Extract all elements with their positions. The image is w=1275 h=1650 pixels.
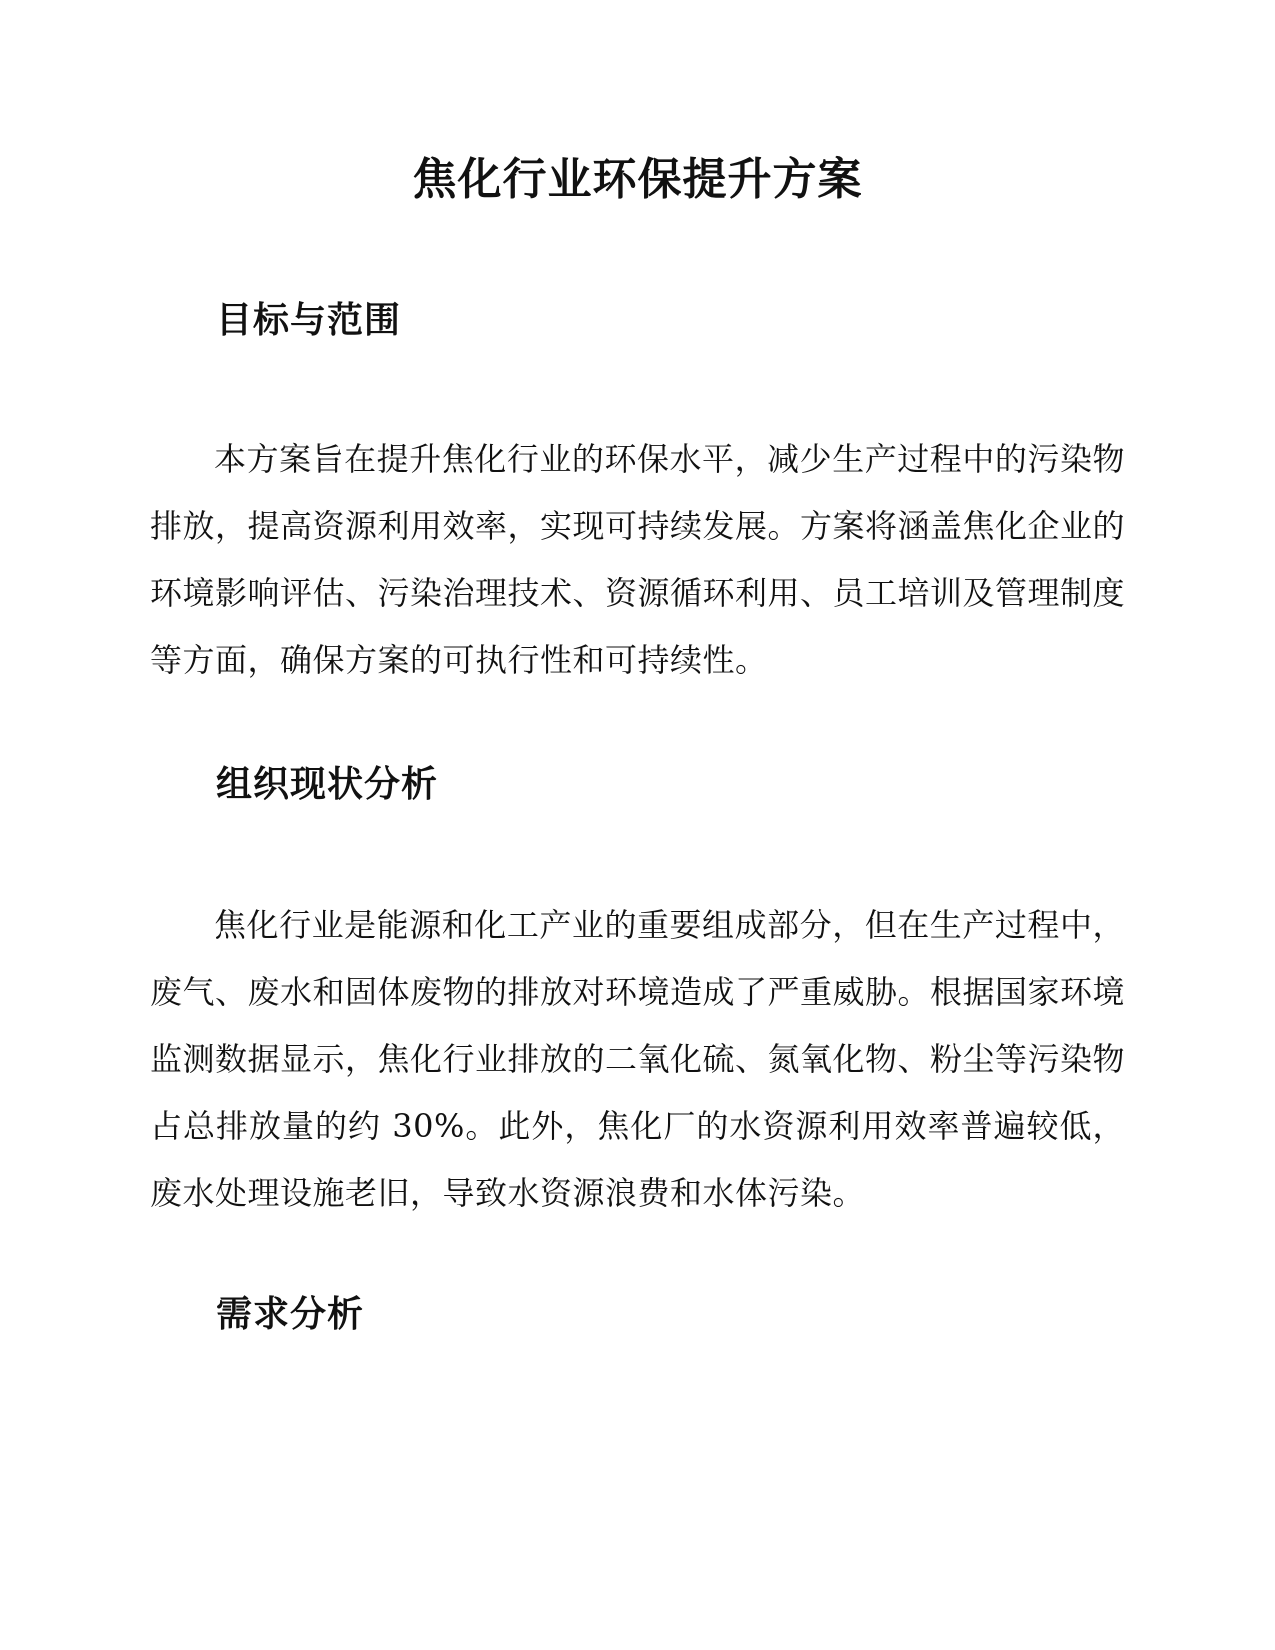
section-paragraph-status-analysis: 焦化行业是能源和化工产业的重要组成部分，但在生产过程中，废气、废水和固体废物的排放对环境造成了严重威胁。根据国家环境监测数据显示，焦化行业排放的二氧化硫、氮氧化物、粉尘等污染物占总排放量的约 30%。此外，焦化厂的水资源利用效率普遍较低，废水处理设施老旧，导致水资源浪费和水体污染。 [150,906,1126,1212]
section-heading-goals-scope: 目标与范围 [216,300,402,341]
section-heading-status-analysis: 组织现状分析 [216,764,439,805]
section-paragraph-goals-scope: 本方案旨在提升焦化行业的环保水平，减少生产过程中的污染物排放，提高资源利用效率，实现可持续发展。方案将涵盖焦化企业的环境影响评估、污染治理技术、资源循环利用、员工培训及管理制度等方面，确保方案的可执行性和可持续性。 [150,440,1126,679]
document-title: 焦化行业环保提升方案 [412,154,863,205]
section-heading-needs-analysis: 需求分析 [216,1294,365,1335]
